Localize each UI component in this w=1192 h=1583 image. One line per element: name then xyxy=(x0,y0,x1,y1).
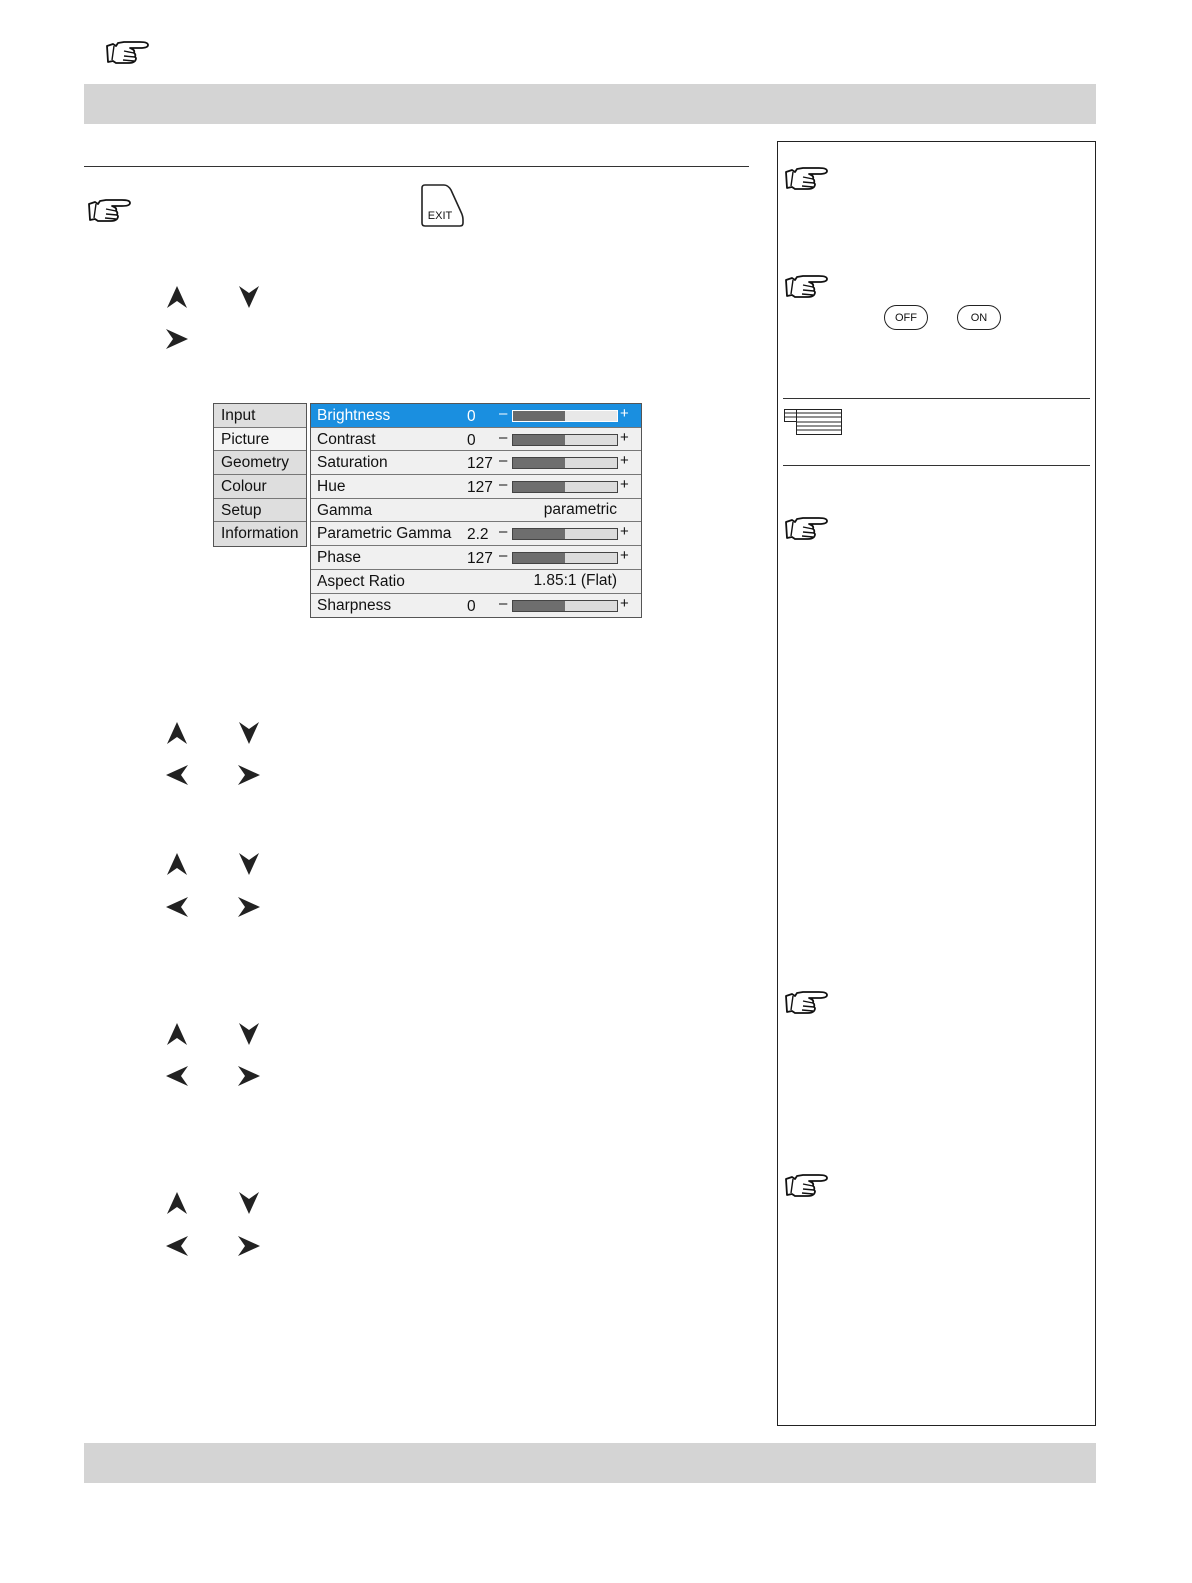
minus-icon: – xyxy=(499,405,508,422)
osd-row-value: 127 xyxy=(467,479,493,497)
minus-icon: – xyxy=(499,428,508,446)
brightness-slider[interactable] xyxy=(512,410,618,422)
osd-row-text-value: parametric xyxy=(543,500,617,518)
osd-row-label: Parametric Gamma xyxy=(317,525,452,543)
osd-nav-picture[interactable]: Picture xyxy=(214,428,306,452)
sidebar-divider xyxy=(783,465,1090,466)
arrow-right-icon xyxy=(236,1063,262,1089)
pointing-hand-icon xyxy=(783,274,831,300)
osd-nav-colour[interactable]: Colour xyxy=(214,475,306,499)
pointing-hand-icon xyxy=(86,198,134,224)
osd-row-text-value: 1.85:1 (Flat) xyxy=(533,571,617,589)
arrow-up-icon xyxy=(164,1021,190,1047)
osd-row-value: 2.2 xyxy=(467,526,489,544)
minus-icon: – xyxy=(499,476,508,494)
pointing-hand-icon xyxy=(783,516,831,542)
saturation-slider[interactable] xyxy=(512,457,618,469)
osd-row-phase[interactable] xyxy=(311,546,641,570)
off-button[interactable]: OFF xyxy=(884,305,928,330)
arrow-down-icon xyxy=(236,851,262,877)
osd-row-label: Brightness xyxy=(317,407,391,424)
osd-row-value: 0 xyxy=(467,597,476,615)
arrow-left-icon xyxy=(164,762,190,788)
plus-icon: + xyxy=(620,452,629,470)
arrow-right-icon xyxy=(236,894,262,920)
exit-key-label: EXIT xyxy=(427,210,453,222)
arrow-down-icon xyxy=(236,1021,262,1047)
osd-row-label: Aspect Ratio xyxy=(317,572,405,590)
pointing-hand-icon xyxy=(783,990,831,1016)
osd-menu-nav xyxy=(213,403,307,547)
arrow-up-icon xyxy=(164,284,190,310)
on-button[interactable]: ON xyxy=(957,305,1001,330)
osd-picture-panel xyxy=(310,403,642,618)
arrow-left-icon xyxy=(164,894,190,920)
section-divider xyxy=(84,166,749,167)
plus-icon: + xyxy=(620,594,629,612)
arrow-right-icon xyxy=(236,1233,262,1259)
osd-nav-geometry[interactable]: Geometry xyxy=(214,451,306,475)
plus-icon: + xyxy=(620,523,629,541)
contrast-slider[interactable] xyxy=(512,434,618,446)
osd-row-value: 0 xyxy=(467,431,476,449)
osd-row-brightness[interactable] xyxy=(311,404,641,428)
minus-icon: – xyxy=(499,452,508,470)
arrow-down-icon xyxy=(236,720,262,746)
osd-row-parametric-gamma[interactable] xyxy=(311,522,641,546)
osd-row-sharpness[interactable] xyxy=(311,594,641,618)
plus-icon: + xyxy=(620,405,629,422)
hue-slider[interactable] xyxy=(512,481,618,493)
osd-row-label: Sharpness xyxy=(317,596,392,614)
arrow-left-icon xyxy=(164,1233,190,1259)
minus-icon: – xyxy=(499,523,508,541)
arrow-left-icon xyxy=(164,1063,190,1089)
arrow-down-icon xyxy=(236,1190,262,1216)
osd-row-saturation[interactable] xyxy=(311,451,641,475)
plus-icon: + xyxy=(620,547,629,565)
osd-row-label: Saturation xyxy=(317,454,388,472)
arrow-up-icon xyxy=(164,1190,190,1216)
table-icon xyxy=(784,409,842,435)
osd-row-aspect-ratio[interactable] xyxy=(311,570,641,594)
osd-nav-setup[interactable]: Setup xyxy=(214,499,306,523)
osd-row-label: Hue xyxy=(317,478,346,496)
minus-icon: – xyxy=(499,594,508,612)
osd-row-value: 127 xyxy=(467,550,493,568)
notes-sidebar xyxy=(777,141,1096,1426)
arrow-up-icon xyxy=(164,851,190,877)
minus-icon: – xyxy=(499,547,508,565)
arrow-down-icon xyxy=(236,284,262,310)
sharpness-slider[interactable] xyxy=(512,600,618,612)
osd-row-label: Gamma xyxy=(317,501,373,519)
pointing-hand-icon xyxy=(104,40,152,66)
pointing-hand-icon xyxy=(783,166,831,192)
sidebar-divider xyxy=(783,398,1090,399)
osd-row-label: Contrast xyxy=(317,430,376,448)
osd-row-value: 127 xyxy=(467,455,493,473)
arrow-right-icon xyxy=(236,762,262,788)
pointing-hand-icon xyxy=(783,1173,831,1199)
phase-slider[interactable] xyxy=(512,552,618,564)
osd-row-label: Phase xyxy=(317,549,361,567)
osd-nav-input[interactable]: Input xyxy=(214,404,306,428)
arrow-right-icon xyxy=(164,326,190,352)
arrow-up-icon xyxy=(164,720,190,746)
osd-nav-information[interactable]: Information xyxy=(214,522,306,546)
osd-row-contrast[interactable] xyxy=(311,428,641,452)
plus-icon: + xyxy=(620,476,629,494)
footer-band xyxy=(84,1443,1096,1483)
osd-row-hue[interactable] xyxy=(311,475,641,499)
exit-key[interactable] xyxy=(420,182,464,228)
header-band xyxy=(84,84,1096,124)
osd-row-value: 0 xyxy=(467,408,476,425)
osd-row-gamma[interactable] xyxy=(311,499,641,523)
plus-icon: + xyxy=(620,428,629,446)
parametric-gamma-slider[interactable] xyxy=(512,528,618,540)
